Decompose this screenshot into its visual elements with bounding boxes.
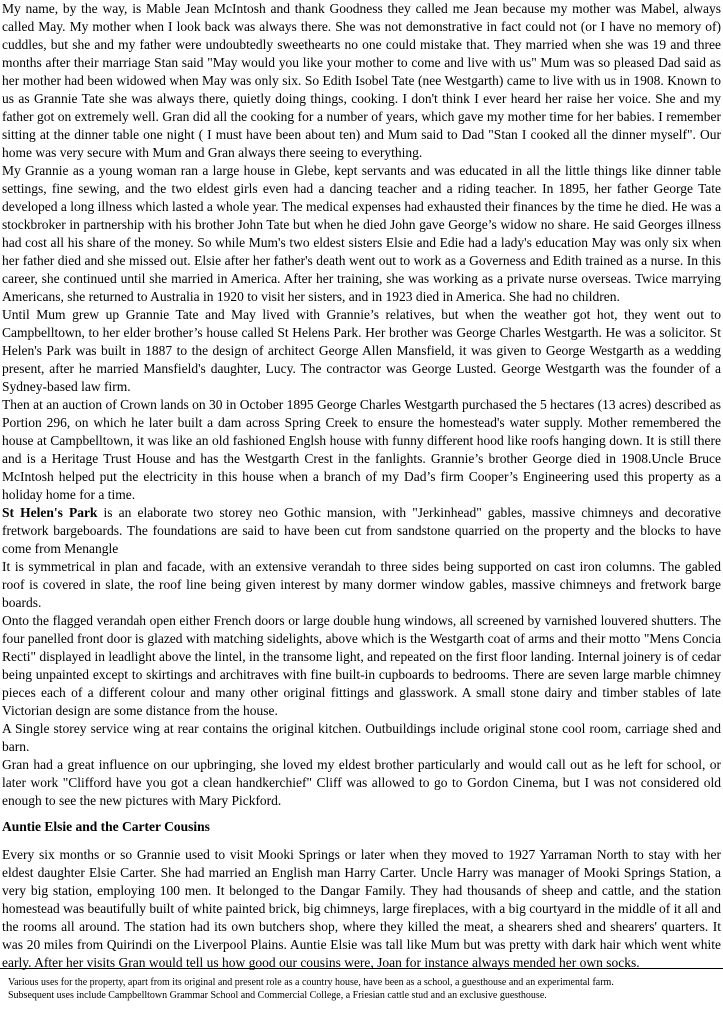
paragraph-grannie-youth: My Grannie as a young woman ran a large house in Glebe, kept servants and was educated in all the little things like dinner table settings, fine sewing, and the two eldest girls even had a dancing teacher and a riding teacher. In 1895, her father George Tate developed a long illness which lasted a whole year. The medical expenses had exhausted their finances by the time he died. He was a stockbroker in partnership with his brother John Tate but when he died John gave George’s widow no share. He said Georges illness had cost all his share of the money. So while Mum's two eldest sisters Elsie and Edie had a lady's education May was only six when her father died and she missed out. Elsie after her father's death went out to work as a Governess and Edith trained as a nurse. In this career, she continued until she married in America. After her training, she was working as a private nurse overseas. Twice marrying Americans, she returned to Australia in 1920 to visit her sisters, and in 1923 died in America. She had no children.	[2, 163, 721, 304]
paragraph-crown-lands-auction: Then at an auction of Crown lands on 30 in October 1895 George Charles Westgarth purchased the 5 hectares (13 acres) described as Portion 296, on which he later built a dam across Spring Creek to ensure the homestead's water supply. Mother remembered the house at Campbelltown, it was like an old fashioned Englsh house with funny different hood like roofs hanging down. It is still there and is a Heritage Trust House and has the Westgarth Crest in the fanlights. Grannie’s brother George died in 1908.Uncle Bruce McIntosh helped put the electricity in this house when a branch of my Dad’s firm Cooper’s Engineering used this property as a holiday home for a time.	[2, 397, 721, 502]
footnote-line-1: Various uses for the property, apart from its original and present role as a country house, have been as a school, a guesthouse and an experimental farm.	[8, 977, 614, 988]
paragraph-plan-and-facade: It is symmetrical in plan and facade, with an extensive verandah to three sides being supported on cast iron columns. The gabled roof is covered in slate, the roof line being given interest by many dormer window gables, massive chimneys and fretwork barge boards.	[2, 559, 721, 610]
paragraph-mooki-springs: Every six months or so Grannie used to visit Mooki Springs or later when they moved to 1927 Yarraman North to stay with her eldest daughter Elsie Carter. She had married an English man Harry Carter. Uncle Harry was manager of Mooki Springs Station, a very big station, employing 100 men. It belonged to the Dangar Family. They had thousands of sheep and cattle, and the station homestead was beautifully built of white painted brick, big chimneys, large fireplaces, with a big courtyard in the middle of it all and the rooms all around. The station had its own butchers shop, where they killed the meat, a shearers shed and shearers' quarters. It was 20 miles from Quirindi on the Liverpool Plains. Auntie Elsie was tall like Mum but was pretty with dark hair which went white early. After her visits Gran would tell us how good our cousins were, Joan for instance always mended her own socks.	[2, 847, 721, 970]
paragraph-introduction: My name, by the way, is Mable Jean McIntosh and thank Goodness they called me Jean because my mother was Mabel, always called May. My mother when I look back was always there. She was not demonstrative in fact could not (or I have no memory of) cuddles, but she and my father were undoubtedly sweethearts no one could mistake that. They married when she was 19 and three months after their marriage Stan said "May would you like your mother to come and live with us" Mum was so pleased Dad said as her mother had been widowed when May was only six. So Edith Isobel Tate (nee Westgarth) came to live with us in 1908. Known to us as Grannie Tate she was always there, quietly doing things, cooking. I don't think I ever heard her raise her voice. She and my father got on extremely well. Gran did all the cooking for a number of years, which gave my mother time for her babies. I remember sitting at the dinner table one night ( I must have been about ten) and Mum said to Dad "Stan I cooked all the dinner myself". Our home was very secure with Mum and Gran always there seeing to everything.	[2, 1, 721, 160]
document-body	[2, 0, 721, 972]
footnote-divider	[0, 968, 723, 969]
st-helens-park-bold-label: St Helen's Park	[2, 505, 98, 520]
paragraph-service-wing: A Single storey service wing at rear contains the original kitchen. Outbuildings include original stone cool room, carriage shed and barn.	[2, 721, 721, 754]
mansion-description-text: is an elaborate two storey neo Gothic mansion, with "Jerkinhead" gables, massive chimneys and decorative fretwork bargeboards. The foundations are said to have been cut from sandstone quarried on the property and the blocks to have come from Menangle	[2, 505, 721, 556]
paragraph-st-helens-visits: Until Mum grew up Grannie Tate and May lived with Grannie’s relatives, but when the weather got hot, they went out to Campbelltown, to her elder brother’s house called St Helens Park. Her brother was George Charles Westgarth. He was a solicitor. St Helen's Park was built in 1887 to the design of architect George Allen Mansfield, it was given to George Westgarth as a wedding present, after he married Mansfield's daughter, Lucy. The contractor was George Lusted. George Westgarth was the founder of a Sydney-based law firm.	[2, 307, 721, 394]
paragraph-verandah-interior: Onto the flagged verandah open either French doors or large double hung windows, all screened by varnished louvered shutters. The four panelled front door is glazed with matching sidelights, above which is the Westgarth coat of arms and their motto "Mens Concia Recti" displayed in leadlight above the lintel, in the transome light, and repeated on the first floor landing. Internal joinery is of cedar being unpainted except to skirtings and architraves with fine built-in cupboards to bedrooms. There are seven large marble chimney pieces each of a different colour and many other original fittings and glasswork. A small stone dairy and timber stables of late Victorian design are some distance from the house.	[2, 613, 721, 718]
footnote-line-2: Subsequent uses include Campbelltown Grammar School and Commercial College, a Friesian cattle stud and an exclusive guesthouse.	[8, 990, 547, 1001]
paragraph-gran-influence: Gran had a great influence on our upbringing, she loved my eldest brother particularly and would call out as he left for school, or later work "Clifford have you got a clean handkerchief" Cliff was allowed to go to Gordon Cinema, but I was not considered old enough to see the new pictures with Mary Pickford.	[2, 757, 721, 808]
footnote	[8, 976, 713, 1002]
paragraph-mansion-description	[2, 504, 721, 558]
section-heading: Auntie Elsie and the Carter Cousins	[2, 819, 210, 834]
